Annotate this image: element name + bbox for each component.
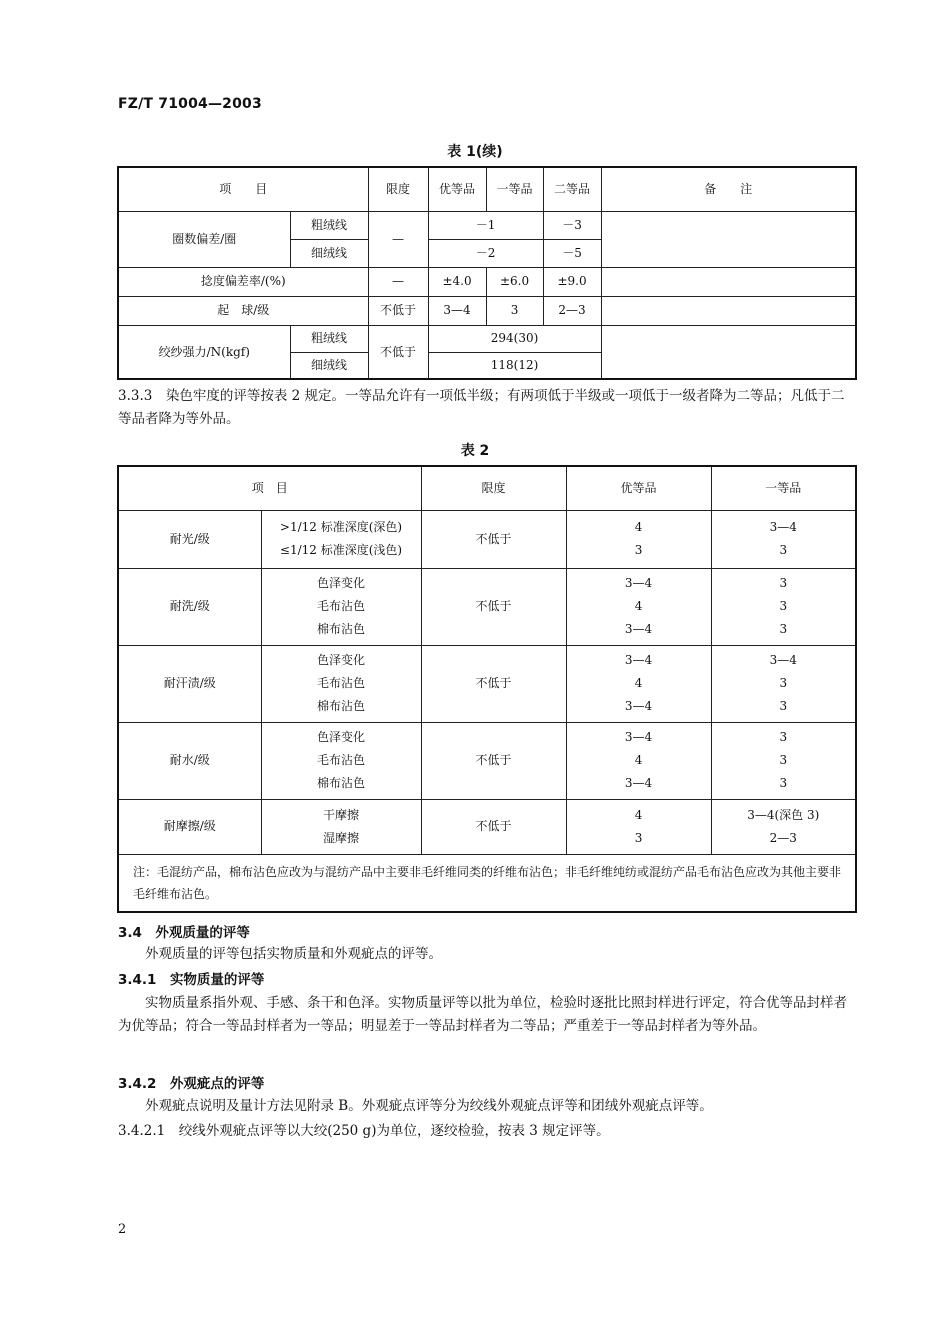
t2-note: 注：毛混纺产品，棉布沾色应改为与混纺产品中主要非毛纤维同类的纤维布沾色；非毛纤维纯纺或混纺产品毛布沾色应改为其他主要非毛纤维布沾色。: [118, 854, 856, 912]
t2-header-limit: 限度: [421, 466, 566, 510]
t2-wash-label: 耐洗/级: [118, 568, 261, 645]
t2-water-label: 耐水/级: [118, 722, 261, 799]
t1-skein-coarse-val: 294(30): [428, 325, 601, 352]
t1-turns-limit: —: [368, 211, 428, 267]
t2-wash-first: 3 3 3: [711, 568, 856, 645]
t2-sweat-label: 耐汗渍/级: [118, 645, 261, 722]
t2-rub-subs: 干摩擦 湿摩擦: [261, 799, 421, 854]
para-3-4-2-1: 3.4.2.1 绞线外观疵点评等以大绞(250 g)为单位，逐绞检验，按表 3 规定评等。: [118, 1123, 610, 1139]
t1-skein-fine: 细绒线: [290, 352, 368, 379]
t1-twist-remark: [601, 267, 856, 296]
t2-row-rub: [118, 799, 856, 854]
t1-turns-remark: [601, 211, 856, 267]
page-number: 2: [118, 1222, 127, 1237]
t1-skein-coarse: 粗绒线: [290, 325, 368, 352]
t1-turns-fine-c: －5: [543, 239, 601, 267]
t2-header-excellent: 优等品: [566, 466, 711, 510]
t2-row-wash: [118, 568, 856, 645]
sec-3-4-1-heading: 3.4.1 实物质量的评等: [118, 972, 265, 988]
table2-caption: 表 2: [460, 443, 490, 459]
t2-wash-subs: 色泽变化 毛布沾色 棉布沾色: [261, 568, 421, 645]
table1-caption: 表 1(续): [447, 144, 503, 160]
t1-skein-limit: 不低于: [368, 325, 428, 379]
t1-header-second: 二等品: [543, 167, 601, 211]
sec-3-4-text: 外观质量的评等包括实物质量和外观疵点的评等。: [145, 946, 442, 962]
standard-number: FZ/T 71004—2003: [118, 96, 262, 112]
t1-skein-remark: [601, 325, 856, 379]
t2-light-limit: 不低于: [421, 510, 566, 568]
t1-turns-coarse-ab: －1: [428, 211, 543, 239]
t1-turns-fine-ab: －2: [428, 239, 543, 267]
t2-rub-ex: 4 3: [566, 799, 711, 854]
t1-pill-remark: [601, 296, 856, 325]
sec-3-4-heading: 3.4 外观质量的评等: [118, 925, 250, 941]
t2-sweat-subs: 色泽变化 毛布沾色 棉布沾色: [261, 645, 421, 722]
t1-pill-c: 2—3: [543, 296, 601, 325]
t1-skein-fine-val: 118(12): [428, 352, 601, 379]
t2-sweat-first: 3—4 3 3: [711, 645, 856, 722]
t2-header-first: 一等品: [711, 466, 856, 510]
t2-light-label: 耐光/级: [118, 510, 261, 568]
t1-pill-a: 3—4: [428, 296, 486, 325]
t2-light-first: 3—4 3: [711, 510, 856, 568]
table2: [117, 465, 857, 913]
t2-water-first: 3 3 3: [711, 722, 856, 799]
t2-light-subs: >1/12 标准深度(深色) ≤1/12 标准深度(浅色): [261, 510, 421, 568]
t2-water-ex: 3—4 4 3—4: [566, 722, 711, 799]
t2-rub-limit: 不低于: [421, 799, 566, 854]
t1-header-remark: 备 注: [601, 167, 856, 211]
t1-turns-label: 圈数偏差/圈: [118, 211, 290, 267]
sec-3-4-2-text: 外观疵点说明及量计方法见附录 B。外观疵点评等分为绞线外观疵点评等和团绒外观疵点评等。: [145, 1098, 713, 1114]
t2-water-limit: 不低于: [421, 722, 566, 799]
t1-twist-c: ±9.0: [543, 267, 601, 296]
t2-sweat-ex: 3—4 4 3—4: [566, 645, 711, 722]
sec-3-4-1-text: 实物质量系指外观、手感、条干和色泽。实物质量评等以批为单位，检验时逐批比照封样进行评定，符合优等品封样者为优等品；符合一等品封样者为一等品；明显差于一等品封样者为二等品；严重差于一等品封样者为等外品。: [118, 995, 847, 1034]
sec-3-4-2-heading: 3.4.2 外观疵点的评等: [118, 1076, 265, 1092]
t1-twist-limit: —: [368, 267, 428, 296]
t2-wash-limit: 不低于: [421, 568, 566, 645]
t1-twist-b: ±6.0: [486, 267, 543, 296]
t2-water-subs: 色泽变化 毛布沾色 棉布沾色: [261, 722, 421, 799]
t1-pill-label: 起 球/级: [118, 296, 368, 325]
t1-skein-label: 绞纱强力/N(kgf): [118, 325, 290, 379]
t2-header-item: 项 目: [118, 466, 421, 510]
t2-light-ex: 4 3: [566, 510, 711, 568]
t2-rub-label: 耐摩擦/级: [118, 799, 261, 854]
t1-pill-b: 3: [486, 296, 543, 325]
t2-row-light: [118, 510, 856, 568]
t2-row-water: [118, 722, 856, 799]
t2-sweat-limit: 不低于: [421, 645, 566, 722]
t1-header-item: 项 目: [118, 167, 368, 211]
t1-pill-limit: 不低于: [368, 296, 428, 325]
t1-header-limit: 限度: [368, 167, 428, 211]
t2-wash-ex: 3—4 4 3—4: [566, 568, 711, 645]
t1-turns-coarse: 粗绒线: [290, 211, 368, 239]
table1: [117, 166, 857, 380]
para-3-3-3: 3.3.3 染色牢度的评等按表 2 规定。一等品允许有一项低半级；有两项低于半级或一项低于一级者降为二等品；凡低于二等品者降为等外品。: [118, 388, 845, 427]
t2-rub-first: 3—4(深色 3) 2—3: [711, 799, 856, 854]
t1-twist-label: 捻度偏差率/(%): [118, 267, 368, 296]
t1-header-excellent: 优等品: [428, 167, 486, 211]
t1-turns-coarse-c: －3: [543, 211, 601, 239]
t2-row-sweat: [118, 645, 856, 722]
t1-twist-a: ±4.0: [428, 267, 486, 296]
t1-turns-fine: 细绒线: [290, 239, 368, 267]
t1-header-first: 一等品: [486, 167, 543, 211]
